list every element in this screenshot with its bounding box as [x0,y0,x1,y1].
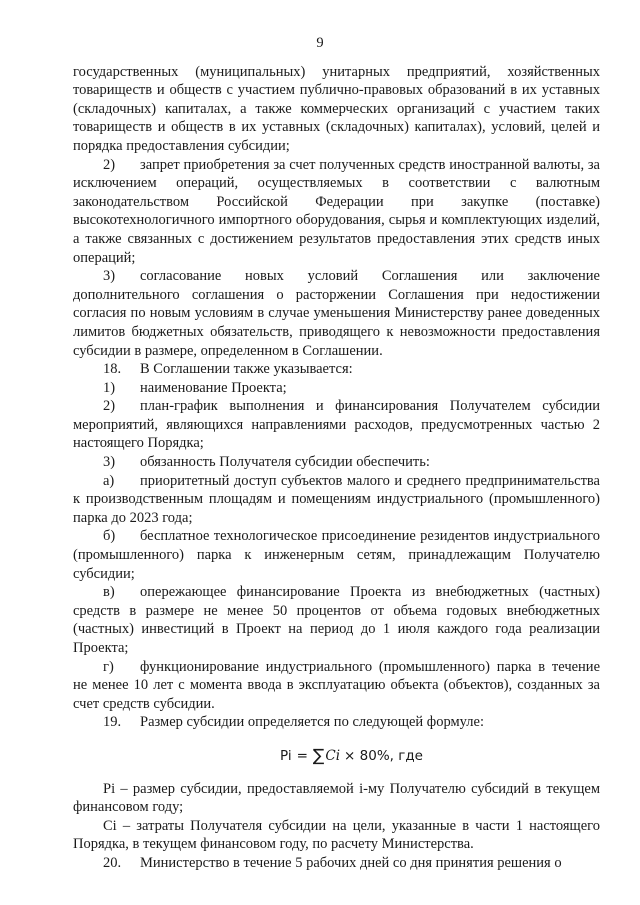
sub-item-b [73,527,600,583]
clause-19 [73,713,600,732]
list-item [73,453,600,472]
formula-variable: Ci [325,747,341,764]
list-item [73,156,600,268]
item-text: В Соглашении также указывается: [140,361,353,378]
item-number: 18. [103,361,122,378]
item-text: бесплатное технологическое присоединение резидентов индустриального (промышленного) парка к инженерным сетям, принадлежащим Получателю субсидии; [73,528,600,582]
definition-ci: Ci – затраты Получателя субсидии на цели, указанные в части 1 настоящего Порядка, в текущем финансовом году, по расчету Министерства. [73,817,600,853]
item-number: 2) [103,398,116,415]
item-text: согласование новых условий Соглашения или заключение дополнительного соглашения о расторжении Соглашения при недостижении согласия по новым условиям в случае уменьшения Министерству ранее доведенных лимитов бюджетных обязательств, приводящего к невозможности предоставления субсидии в размере, определенном в Соглашении. [73,268,600,359]
item-text: функционирование индустриального (промышленного) парка в течение не менее 10 лет с момента ввода в эксплуатацию объекта (объектов), созданных за счет средств субсидии. [73,658,600,712]
item-text: Министерство в течение 5 рабочих дней со дня принятия решения о [140,854,562,871]
list-item [73,397,600,453]
item-number: в) [103,584,115,601]
item-number: г) [103,658,114,675]
item-text: Размер субсидии определяется по следующей формуле: [140,714,484,731]
item-number: 3) [103,454,116,471]
page-number: 9 [316,35,324,51]
item-text: план-график выполнения и финансирования Получателем субсидии мероприятий, являющихся направлениями расходов, предусмотренных частью 2 настоящего Порядка; [73,398,600,452]
item-number: а) [103,472,115,489]
sum-icon: ∑ [312,745,325,766]
item-number: 1) [103,379,116,396]
item-text: обязанность Получателя субсидии обеспечить: [140,454,430,471]
clause-18 [73,360,600,379]
sub-item-v [73,583,600,657]
item-text: наименование Проекта; [140,379,287,396]
definition-pi: Pi – размер субсидии, предоставляемой i-му Получателю субсидий в текущем финансовом году; [73,780,600,816]
subsidy-formula [103,747,600,766]
formula-lhs: Pi [280,747,292,764]
formula-tail: × 80%, где [344,747,423,764]
item-number: 2) [103,156,116,173]
formula-equals: = [296,747,308,764]
sub-item-a [73,472,600,528]
item-number: 3) [103,268,116,285]
clause-20 [73,854,600,873]
sub-item-g [73,658,600,714]
item-text: приоритетный доступ субъектов малого и среднего предпринимательства к производственным площадям и помещениям индустриального (промышленного) парка до 2023 года; [73,472,600,526]
item-number: б) [103,528,116,545]
item-text: запрет приобретения за счет полученных средств иностранной валюты, за исключением операций, осуществляемых в соответствии с валютным законодательством Российской Федерации при закупке (поставке) высокотехнологичного импортного оборудования, сырья и комплектующих изделий, а также связанных с достижением результатов предоставления этих средств иных операций; [73,156,600,266]
item-text: опережающее финансирование Проекта из внебюджетных (частных) средств в размере не менее 50 процентов от объема годовых внебюджетных (частных) инвестиций в Проект на период до 1 июля каждого года реализации Проекта; [73,584,600,656]
paragraph-continuation: государственных (муниципальных) унитарных предприятий, хозяйственных товариществ и обществ с участием публично-правовых образований в их уставных (складочных) капиталах, а также коммерческих организаций с участием таких товариществ и обществ в их уставных (складочных) капиталах), условий, целей и порядка предоставления субсидии; [73,63,600,154]
list-item [73,267,600,360]
item-number: 19. [103,714,122,731]
item-number: 20. [103,854,122,871]
list-item [73,379,600,398]
